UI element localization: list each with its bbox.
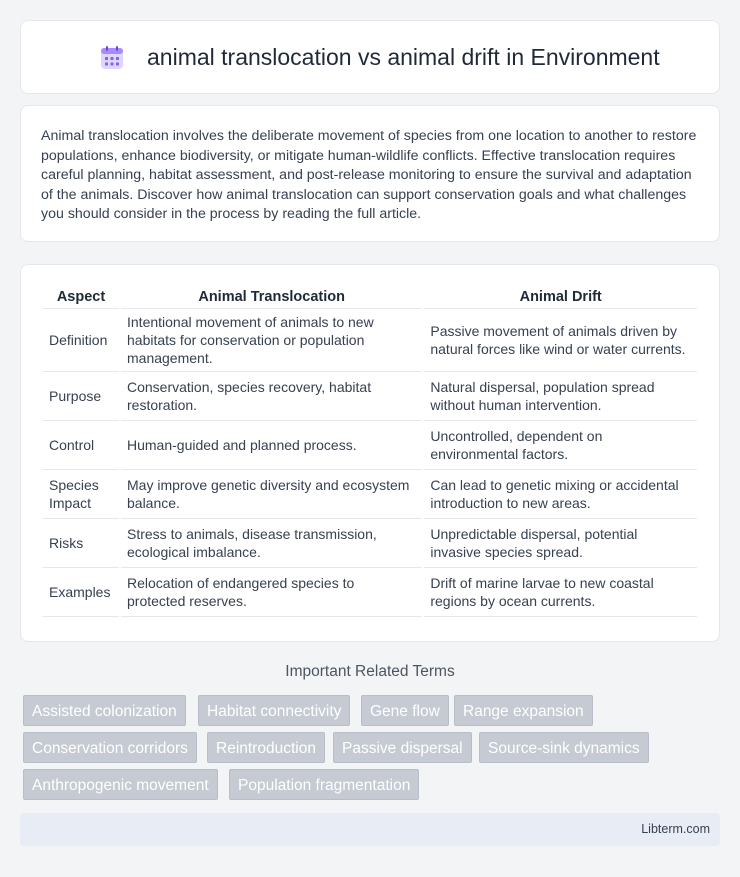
- intro-text: Animal translocation involves the deliberate movement of species from one location to another to restore populations, enhance biodiversity, or mitigate human-wildlife conflicts. Effective translocation requires careful planning, habitat assessment, and post-release monitoring to ensure the survival and adaptation of the animals. Discover how animal translocation can support conservation goals and what challenges you should consider in the process by reading the full article.: [41, 128, 697, 223]
- table-row: [43, 421, 697, 470]
- row-translocation: Conservation, species recovery, habitat restoration.: [121, 372, 422, 421]
- tag-population-fragmentation[interactable]: Population fragmentation: [229, 769, 419, 800]
- tag-range-expansion[interactable]: Range expansion: [454, 695, 593, 726]
- row-aspect: Species Impact: [43, 470, 119, 519]
- row-aspect: Purpose: [43, 372, 119, 421]
- table-row: [43, 309, 697, 372]
- tag-assisted-colonization[interactable]: Assisted colonization: [23, 695, 186, 726]
- row-aspect: Definition: [43, 309, 119, 372]
- row-aspect: Examples: [43, 568, 119, 617]
- comparison-table-card: [20, 264, 720, 642]
- footer-bar: [20, 813, 720, 846]
- row-aspect: Control: [43, 421, 119, 470]
- footer-brand[interactable]: Libterm.com: [641, 822, 710, 836]
- table-row: [43, 470, 697, 519]
- tag-conservation-corridors[interactable]: Conservation corridors: [23, 732, 197, 763]
- table-row: [43, 519, 697, 568]
- tag-passive-dispersal[interactable]: Passive dispersal: [333, 732, 472, 763]
- row-drift: Passive movement of animals driven by natural forces like wind or water currents.: [424, 309, 697, 372]
- tag-source-sink-dynamics[interactable]: Source-sink dynamics: [479, 732, 649, 763]
- row-drift: Unpredictable dispersal, potential invasive species spread.: [424, 519, 697, 568]
- column-header-drift: Animal Drift: [424, 285, 697, 309]
- table-row: [43, 568, 697, 617]
- related-terms-heading: Important Related Terms: [285, 663, 455, 680]
- row-translocation: Stress to animals, disease transmission, ecological imbalance.: [121, 519, 422, 568]
- row-translocation: Human-guided and planned process.: [121, 421, 422, 470]
- tag-anthropogenic-movement[interactable]: Anthropogenic movement: [23, 769, 218, 800]
- header-card: [20, 20, 720, 94]
- row-drift: Drift of marine larvae to new coastal regions by ocean currents.: [424, 568, 697, 617]
- row-translocation: May improve genetic diversity and ecosystem balance.: [121, 470, 422, 519]
- intro-card: [20, 105, 720, 242]
- calendar-icon: [99, 45, 125, 71]
- comparison-table: [41, 285, 699, 617]
- row-translocation: Relocation of endangered species to protected reserves.: [121, 568, 422, 617]
- row-drift: Uncontrolled, dependent on environmental factors.: [424, 421, 697, 470]
- table-row: [43, 372, 697, 421]
- row-drift: Natural dispersal, population spread without human intervention.: [424, 372, 697, 421]
- column-header-aspect: Aspect: [43, 285, 119, 309]
- column-header-translocation: Animal Translocation: [121, 285, 422, 309]
- tag-gene-flow[interactable]: Gene flow: [361, 695, 449, 726]
- tag-reintroduction[interactable]: Reintroduction: [207, 732, 325, 763]
- row-drift: Can lead to genetic mixing or accidental introduction to new areas.: [424, 470, 697, 519]
- table-header-row: [43, 285, 697, 309]
- row-aspect: Risks: [43, 519, 119, 568]
- page-title: animal translocation vs animal drift in Environment: [147, 44, 660, 70]
- tag-habitat-connectivity[interactable]: Habitat connectivity: [198, 695, 350, 726]
- row-translocation: Intentional movement of animals to new habitats for conservation or population management.: [121, 309, 422, 372]
